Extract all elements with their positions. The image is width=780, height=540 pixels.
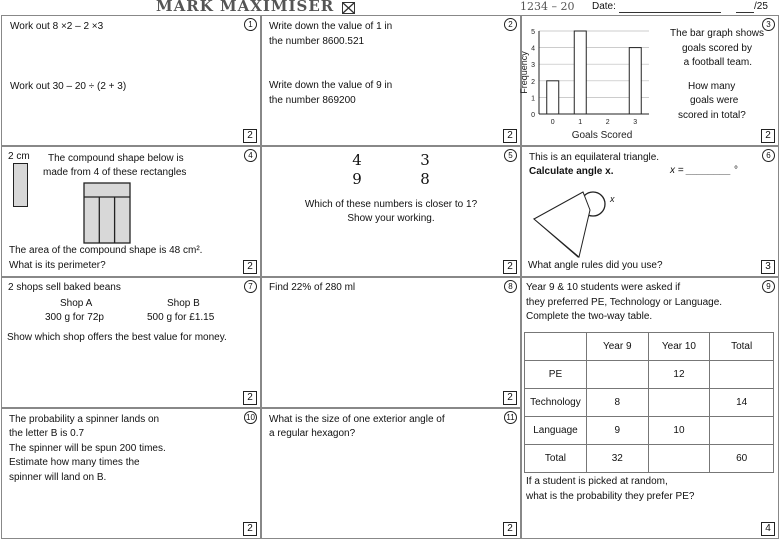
marks-box: 2 xyxy=(503,522,517,536)
question-number: 6 xyxy=(762,149,775,162)
marks-box: 2 xyxy=(503,129,517,143)
question-2 xyxy=(261,15,521,146)
marks-box: 2 xyxy=(243,391,257,405)
question-text: the number 869200 xyxy=(269,95,356,106)
marks-box: 3 xyxy=(761,260,775,274)
answer-line[interactable]: x = ________ ° xyxy=(670,165,738,176)
x-axis-label: Goals Scored xyxy=(571,130,633,141)
question-text: they preferred PE, Technology or Language. xyxy=(526,297,723,308)
question-number: 9 xyxy=(762,280,775,293)
question-text: the number 8600.521 xyxy=(269,36,365,47)
table-cell[interactable] xyxy=(710,417,774,445)
y-axis-label: Frequency xyxy=(519,51,529,94)
question-8 xyxy=(261,277,521,408)
question-text: The compound shape below is xyxy=(48,153,184,164)
x-tick-label: 3 xyxy=(633,119,638,126)
triangle-diagram xyxy=(530,187,630,267)
compound-shape xyxy=(83,182,133,245)
question-number: 4 xyxy=(244,149,257,162)
question-text: How many xyxy=(688,81,736,92)
dimension-label: 2 cm xyxy=(8,151,30,162)
shop-a-label: Shop A xyxy=(60,298,93,309)
shop-b-price: 500 g for £1.15 xyxy=(147,312,215,323)
score-line[interactable] xyxy=(736,12,754,13)
question-5 xyxy=(261,146,521,277)
question-text: Show which shop offers the best value for money. xyxy=(7,332,227,343)
table-header: Year 10 xyxy=(648,333,710,361)
question-text: what is the probability they prefer PE? xyxy=(526,491,695,502)
question-number: 5 xyxy=(504,149,517,162)
bar xyxy=(547,81,559,114)
bar-chart xyxy=(516,10,666,141)
marks-box: 2 xyxy=(761,129,775,143)
two-way-table xyxy=(524,332,774,473)
table-cell[interactable]: 60 xyxy=(710,445,774,473)
question-text: If a student is picked at random, xyxy=(526,476,668,487)
question-text: The area of the compound shape is 48 cm². xyxy=(9,245,203,256)
fraction-three-eighths xyxy=(414,151,436,189)
question-number: 10 xyxy=(244,411,257,424)
question-number: 2 xyxy=(504,18,517,31)
question-number: 7 xyxy=(244,280,257,293)
marks-box: 2 xyxy=(503,391,517,405)
marks-box: 2 xyxy=(243,260,257,274)
table-row xyxy=(525,417,774,445)
angle-x-label: x xyxy=(610,194,615,204)
row-label: Technology xyxy=(525,389,587,417)
table-header: Year 9 xyxy=(586,333,648,361)
question-text: spinner will land on B. xyxy=(9,472,107,483)
table-cell[interactable] xyxy=(710,361,774,389)
marks-box: 4 xyxy=(761,522,775,536)
chart-description: goals scored by xyxy=(681,43,752,54)
worksheet-title: MARK MAXIMISER xyxy=(156,0,335,15)
numerator: 4 xyxy=(352,151,362,169)
date-label: Date: xyxy=(592,1,616,12)
table-row xyxy=(525,445,774,473)
chart-description: The bar graph shows xyxy=(670,28,764,39)
bar xyxy=(629,48,641,114)
row-label: Language xyxy=(525,417,587,445)
question-text: a regular hexagon? xyxy=(269,428,356,439)
class-code: 1234 – 20 xyxy=(520,0,575,13)
question-7 xyxy=(1,277,261,408)
shop-a-price: 300 g for 72p xyxy=(45,312,104,323)
y-tick-label: 0 xyxy=(531,112,535,119)
row-label: Total xyxy=(525,445,587,473)
table-cell[interactable]: 8 xyxy=(586,389,648,417)
question-text: the letter B is 0.7 xyxy=(9,428,85,439)
question-text: Work out 30 – 20 ÷ (2 + 3) xyxy=(10,81,127,92)
question-text: Complete the two-way table. xyxy=(526,311,653,322)
question-1 xyxy=(1,15,261,146)
chart-description: a football team. xyxy=(683,57,752,68)
question-11 xyxy=(261,408,521,539)
table-cell[interactable]: 32 xyxy=(586,445,648,473)
checkbox-icon xyxy=(342,2,355,14)
question-text: Year 9 & 10 students were asked if xyxy=(526,282,681,293)
question-text: made from 4 of these rectangles xyxy=(43,167,187,178)
table-cell[interactable]: 9 xyxy=(586,417,648,445)
question-6 xyxy=(521,146,779,277)
table-cell[interactable]: 10 xyxy=(648,417,710,445)
y-tick-label: 3 xyxy=(531,62,535,70)
question-4 xyxy=(1,146,261,277)
x-tick-label: 0 xyxy=(550,119,555,126)
question-number: 3 xyxy=(762,18,775,31)
question-text: Write down the value of 1 in xyxy=(269,21,393,32)
table-cell[interactable] xyxy=(648,445,710,473)
question-text: Calculate angle x. xyxy=(529,166,614,177)
marks-box: 2 xyxy=(503,260,517,274)
x-tick-label: 1 xyxy=(578,119,583,126)
shop-b-label: Shop B xyxy=(167,298,200,309)
y-tick-label: 5 xyxy=(531,29,535,36)
question-9 xyxy=(521,277,779,539)
y-tick-label: 4 xyxy=(531,45,535,53)
total-score: /25 xyxy=(754,1,768,12)
question-10 xyxy=(1,408,261,539)
x-tick-label: 2 xyxy=(605,119,610,126)
row-label: PE xyxy=(525,361,587,389)
fraction-four-ninths xyxy=(346,151,368,189)
table-cell[interactable] xyxy=(586,361,648,389)
table-row xyxy=(525,361,774,389)
y-tick-label: 2 xyxy=(531,78,535,86)
table-header: Total xyxy=(710,333,774,361)
question-text: The spinner will be spun 200 times. xyxy=(9,443,166,454)
question-text: scored in total? xyxy=(678,110,746,121)
question-text: What is its perimeter? xyxy=(9,260,106,271)
marks-box: 2 xyxy=(243,522,257,536)
question-text: Show your working. xyxy=(347,213,435,224)
question-number: 11 xyxy=(504,411,517,424)
marks-box: 2 xyxy=(243,129,257,143)
question-text: Write down the value of 9 in xyxy=(269,80,393,91)
table-cell[interactable]: 14 xyxy=(710,389,774,417)
y-tick-label: 1 xyxy=(531,95,535,103)
table-header xyxy=(525,333,587,361)
question-text: goals were xyxy=(690,95,739,106)
question-text: This is an equilateral triangle. xyxy=(529,152,660,163)
bar xyxy=(574,31,586,114)
question-number: 8 xyxy=(504,280,517,293)
table-row xyxy=(525,389,774,417)
denominator: 9 xyxy=(352,170,362,188)
question-number: 1 xyxy=(244,18,257,31)
denominator: 8 xyxy=(420,170,430,188)
question-text: Work out 8 ×2 – 2 ×3 xyxy=(10,21,104,32)
single-rectangle xyxy=(13,163,28,207)
table-header-row xyxy=(525,333,774,361)
question-text: What angle rules did you use? xyxy=(528,260,663,271)
question-text: The probability a spinner lands on xyxy=(9,414,160,425)
question-text: Which of these numbers is closer to 1? xyxy=(304,199,478,210)
question-3 xyxy=(521,15,779,146)
question-text: 2 shops sell baked beans xyxy=(8,282,121,293)
numerator: 3 xyxy=(420,151,430,169)
table-cell[interactable] xyxy=(648,389,710,417)
table-cell[interactable]: 12 xyxy=(648,361,710,389)
question-text: What is the size of one exterior angle of xyxy=(269,414,445,425)
question-text: Find 22% of 280 ml xyxy=(269,282,356,293)
question-text: Estimate how many times the xyxy=(9,457,140,468)
